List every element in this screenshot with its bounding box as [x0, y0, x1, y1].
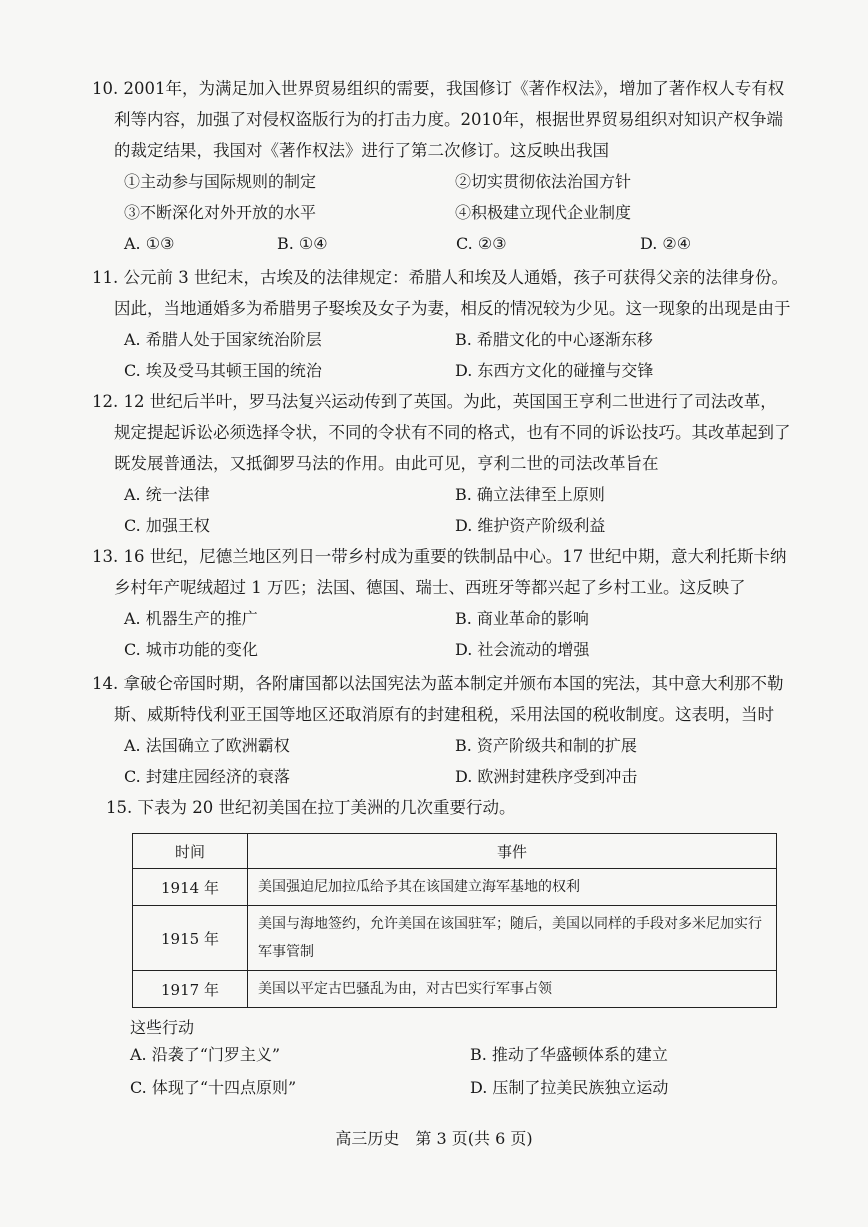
table-header-row	[133, 834, 777, 869]
option-d: D. ②④	[640, 234, 692, 253]
question-lead: 这些行动	[130, 1018, 195, 1037]
table-row	[133, 906, 777, 971]
events-table	[132, 833, 777, 1008]
question-stem: 13. 16 世纪，尼德兰地区列日一带乡村成为重要的铁制品中心。17 世纪中期，意大利托斯卡纳乡村年产呢绒超过 1 万匹；法国、德国、瑞士、西班牙等都兴起了乡村工业。这反映了	[92, 547, 787, 597]
option-d: D. 压制了拉美民族独立运动	[470, 1078, 669, 1097]
option-row	[92, 634, 792, 665]
option-b: B. 希腊文化的中心逐渐东移	[455, 330, 653, 349]
event-cell: 美国以平定古巴骚乱为由，对古巴实行军事占领	[248, 971, 777, 1008]
question-stem: 14. 拿破仑帝国时期，各附庸国都以法国宪法为蓝本制定并颁布本国的宪法，其中意大利那不勒斯、威斯特伐利亚王国等地区还取消原有的封建租税，采用法国的税收制度。这表明，当时	[92, 674, 784, 724]
statement-3: ③不断深化对外开放的水平	[124, 203, 317, 222]
option-a: A. 沿袭了“门罗主义”	[130, 1045, 281, 1064]
option-a: A. 机器生产的推广	[124, 609, 258, 628]
option-row	[92, 355, 792, 386]
option-c: C. 埃及受马其顿王国的统治	[124, 361, 322, 380]
table-row	[133, 971, 777, 1008]
option-row	[92, 603, 792, 634]
option-b: B. ①④	[277, 234, 328, 253]
year-cell: 1914 年	[133, 869, 248, 906]
option-a: A. 法国确立了欧洲霸权	[124, 736, 290, 755]
option-c: C. 封建庄园经济的衰落	[124, 767, 290, 786]
option-row	[92, 730, 792, 761]
event-cell: 美国与海地签约，允许美国在该国驻军；随后，美国以同样的手段对多米尼加实行军事管制	[248, 906, 777, 971]
column-header-time: 时间	[133, 834, 248, 869]
option-c: C. 城市功能的变化	[124, 640, 258, 659]
option-row	[130, 1042, 790, 1075]
option-c: C. 体现了“十四点原则”	[130, 1078, 297, 1097]
question-15-options	[130, 1042, 790, 1108]
option-row	[92, 761, 792, 792]
question-11	[92, 262, 792, 386]
statement-2: ②切实贯彻依法治国方针	[455, 172, 632, 191]
option-row	[92, 510, 792, 541]
question-15	[92, 792, 792, 823]
question-10	[92, 73, 792, 259]
option-a: A. 统一法律	[124, 485, 210, 504]
question-stem: 10. 2001年，为满足加入世界贸易组织的需要，我国修订《著作权法》，增加了著作权人专有权利等内容，加强了对侵权盗版行为的打击力度。2010年，根据世界贸易组织对知识产权争端的裁定结果，我国对《著作权法》进行了第二次修订。这反映出我国	[92, 79, 785, 160]
option-d: D. 社会流动的增强	[455, 640, 590, 659]
option-b: B. 确立法律至上原则	[455, 485, 605, 504]
question-stem: 15. 下表为 20 世纪初美国在拉丁美洲的几次重要行动。	[106, 798, 516, 817]
option-d: D. 东西方文化的碰撞与交锋	[455, 361, 654, 380]
column-header-event: 事件	[248, 834, 777, 869]
option-c: C. ②③	[456, 234, 507, 253]
option-d: D. 欧洲封建秩序受到冲击	[455, 767, 638, 786]
table-row	[133, 869, 777, 906]
question-12	[92, 386, 792, 541]
question-14	[92, 668, 792, 792]
statement-row	[92, 197, 792, 228]
option-c: C. 加强王权	[124, 516, 210, 535]
option-a: A. ①③	[124, 234, 175, 253]
year-cell: 1917 年	[133, 971, 248, 1008]
option-a: A. 希腊人处于国家统治阶层	[124, 330, 322, 349]
statement-1: ①主动参与国际规则的制定	[124, 172, 317, 191]
option-b: B. 资产阶级共和制的扩展	[455, 736, 637, 755]
page-footer: 高三历史 第 3 页(共 6 页)	[335, 1129, 533, 1148]
option-row	[130, 1075, 790, 1108]
statement-4: ④积极建立现代企业制度	[455, 203, 632, 222]
question-stem: 12. 12 世纪后半叶，罗马法复兴运动传到了英国。为此，英国国王亨利二世进行了司法改革，规定提起诉讼必须选择令状，不同的令状有不同的格式，也有不同的诉讼技巧。其改革起到了既发展普通法，又抵御罗马法的作用。由此可见，亨利二世的司法改革旨在	[92, 392, 791, 473]
question-stem: 11. 公元前 3 世纪末，古埃及的法律规定：希腊人和埃及人通婚，孩子可获得父亲的法律身份。因此，当地通婚多为希腊男子娶埃及女子为妻，相反的情况较为少见。这一现象的出现是由于	[92, 268, 791, 318]
event-cell: 美国强迫尼加拉瓜给予其在该国建立海军基地的权利	[248, 869, 777, 906]
option-row	[92, 479, 792, 510]
year-cell: 1915 年	[133, 906, 248, 971]
option-b: B. 推动了华盛顿体系的建立	[470, 1045, 668, 1064]
option-d: D. 维护资产阶级利益	[455, 516, 606, 535]
question-13	[92, 541, 792, 665]
option-row	[92, 228, 792, 259]
statement-row	[92, 166, 792, 197]
option-row	[92, 324, 792, 355]
option-b: B. 商业革命的影响	[455, 609, 589, 628]
